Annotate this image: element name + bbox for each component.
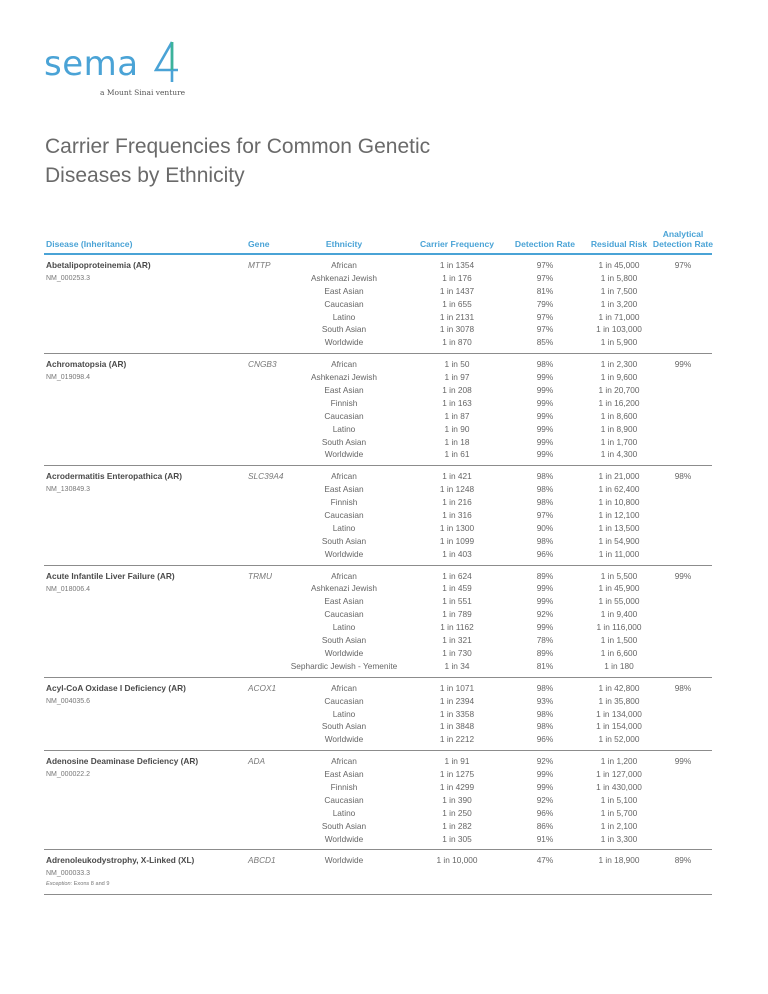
ethnicity-cell: African <box>331 756 357 767</box>
residual-risk-cell: 1 in 10,800 <box>598 497 640 508</box>
detection-rate-cell: 79% <box>536 298 554 309</box>
carrier-frequency-cell: 1 in 18 <box>444 436 470 447</box>
ethnicity-cell: Finnish <box>330 781 358 792</box>
residual-risk-cell: 1 in 134,000 <box>596 708 642 719</box>
carrier-frequency-cell: 1 in 176 <box>442 272 472 283</box>
detection-rate-cell: 98% <box>536 359 554 370</box>
analytical-detection-rate: 97% <box>674 260 692 270</box>
ethnicity-cell: Latino <box>332 708 356 719</box>
detection-rate-cell: 92% <box>536 756 554 767</box>
residual-risk-cell: 1 in 45,900 <box>598 583 640 594</box>
table-row <box>44 272 712 285</box>
table-row <box>44 496 712 509</box>
table-row <box>44 820 712 833</box>
carrier-frequency-cell: 1 in 2212 <box>439 734 475 745</box>
residual-risk-cell: 1 in 5,700 <box>600 807 638 818</box>
ethnicity-cell: South Asian <box>321 535 367 546</box>
residual-risk-cell: 1 in 1,700 <box>600 436 638 447</box>
carrier-frequency-cell: 1 in 1071 <box>439 682 475 693</box>
residual-risk-cell: 1 in 12,100 <box>598 510 640 521</box>
detection-rate-cell: 99% <box>536 372 554 383</box>
residual-risk-cell: 1 in 62,400 <box>598 484 640 495</box>
ethnicity-cell: East Asian <box>324 769 364 780</box>
detection-rate-cell: 96% <box>536 734 554 745</box>
detection-rate-cell: 92% <box>536 609 554 620</box>
table-row <box>44 423 712 436</box>
detection-rate-cell: 97% <box>536 272 554 283</box>
table-row <box>44 781 712 794</box>
transcript-id: NM_000253.3 <box>46 275 90 282</box>
residual-risk-cell: 1 in 3,300 <box>600 833 638 844</box>
carrier-frequency-cell: 1 in 1354 <box>439 260 475 270</box>
table-row <box>44 647 712 660</box>
residual-risk-cell: 1 in 8,900 <box>600 423 638 434</box>
detection-rate-cell: 98% <box>536 484 554 495</box>
carrier-frequency-cell: 1 in 91 <box>444 756 470 767</box>
carrier-frequency-cell: 1 in 730 <box>442 647 472 658</box>
table-row <box>44 634 712 647</box>
residual-risk-cell: 1 in 116,000 <box>596 622 642 633</box>
ethnicity-cell: Worldwide <box>324 647 364 658</box>
table-body <box>44 255 712 895</box>
detection-rate-cell: 89% <box>536 647 554 658</box>
analytical-detection-rate: 99% <box>674 570 692 581</box>
table-row <box>44 336 712 349</box>
table-row <box>44 682 712 695</box>
table-row <box>44 595 712 608</box>
ethnicity-cell: East Asian <box>324 385 364 396</box>
carrier-frequency-cell: 1 in 3848 <box>439 721 475 732</box>
carrier-frequency-cell: 1 in 421 <box>442 471 472 482</box>
detection-rate-cell: 99% <box>536 596 554 607</box>
table-row <box>44 733 712 746</box>
detection-rate-cell: 98% <box>536 721 554 732</box>
ethnicity-cell: Latino <box>332 522 356 533</box>
table-row <box>44 720 712 733</box>
detection-rate-cell: 98% <box>536 708 554 719</box>
header-carrier-frequency: Carrier Frequency <box>419 239 495 249</box>
residual-risk-cell: 1 in 154,000 <box>596 721 642 732</box>
carrier-frequency-cell: 1 in 10,000 <box>436 855 478 866</box>
carrier-frequency-cell: 1 in 321 <box>442 635 472 646</box>
ethnicity-cell: African <box>331 471 357 482</box>
carrier-frequency-cell: 1 in 250 <box>442 807 472 818</box>
ethnicity-cell: Worldwide <box>324 855 364 866</box>
table-row <box>44 807 712 820</box>
carrier-frequency-cell: 1 in 403 <box>442 548 472 559</box>
table-row <box>44 311 712 324</box>
carrier-frequency-cell: 1 in 208 <box>442 385 472 396</box>
detection-rate-cell: 99% <box>536 385 554 396</box>
detection-rate-cell: 98% <box>536 471 554 482</box>
ethnicity-cell: East Asian <box>324 596 364 607</box>
detection-rate-cell: 96% <box>536 807 554 818</box>
residual-risk-cell: 1 in 71,000 <box>598 311 640 322</box>
detection-rate-cell: 78% <box>536 635 554 646</box>
ethnicity-cell: African <box>331 682 357 693</box>
table-row <box>44 708 712 721</box>
carrier-frequency-cell: 1 in 459 <box>442 583 472 594</box>
ethnicity-cell: East Asian <box>324 484 364 495</box>
table-row <box>44 854 712 867</box>
table-row <box>44 285 712 298</box>
carrier-frequency-cell: 1 in 3078 <box>439 324 475 335</box>
gene-name: CNGB3 <box>248 359 277 370</box>
table-row <box>44 384 712 397</box>
carrier-frequency-cell: 1 in 1162 <box>440 622 474 633</box>
sema4-logo <box>44 40 204 100</box>
carrier-frequency-cell: 1 in 4299 <box>439 781 475 792</box>
table-row <box>44 833 712 846</box>
detection-rate-cell: 99% <box>536 449 554 460</box>
table-row <box>44 582 712 595</box>
residual-risk-cell: 1 in 3,200 <box>600 298 638 309</box>
exception-label: Exception: <box>46 881 73 888</box>
detection-rate-cell: 98% <box>536 535 554 546</box>
residual-risk-cell: 1 in 21,000 <box>598 471 640 482</box>
residual-risk-cell: 1 in 180 <box>604 660 634 671</box>
carrier-frequency-cell: 1 in 90 <box>444 423 470 434</box>
logo-tagline: a Mount Sinai venture <box>100 88 186 97</box>
disease-group <box>44 751 712 850</box>
disease-group <box>44 466 712 565</box>
residual-risk-cell: 1 in 5,500 <box>600 570 638 581</box>
disease-name: Acrodermatitis Enteropathica (AR) <box>46 471 182 482</box>
detection-rate-cell: 81% <box>536 660 554 671</box>
carrier-frequency-cell: 1 in 870 <box>442 337 472 348</box>
residual-risk-cell: 1 in 430,000 <box>596 781 642 792</box>
table-row <box>44 535 712 548</box>
residual-risk-cell: 1 in 4,300 <box>600 449 638 460</box>
transcript-id: NM_000033.3 <box>46 870 90 878</box>
ethnicity-cell: Caucasian <box>324 695 364 706</box>
ethnicity-cell: African <box>331 570 357 581</box>
gene-name: ACOX1 <box>248 682 277 693</box>
table-row <box>44 410 712 423</box>
ethnicity-cell: Latino <box>332 622 356 633</box>
detection-rate-cell: 86% <box>536 820 554 831</box>
residual-risk-cell: 1 in 42,800 <box>598 682 640 693</box>
detection-rate-cell: 98% <box>536 682 554 693</box>
analytical-detection-rate: 98% <box>674 471 692 482</box>
table-row <box>44 323 712 336</box>
residual-risk-cell: 1 in 8,600 <box>600 410 638 421</box>
disease-group <box>44 566 712 678</box>
residual-risk-cell: 1 in 18,900 <box>598 855 640 866</box>
gene-name: SLC39A4 <box>248 471 284 482</box>
carrier-frequency-cell: 1 in 50 <box>444 359 470 370</box>
carrier-frequency-cell: 1 in 624 <box>442 570 472 581</box>
ethnicity-cell: Latino <box>332 311 356 322</box>
table-row <box>44 522 712 535</box>
detection-rate-cell: 99% <box>536 423 554 434</box>
disease-name: Achromatopsia (AR) <box>46 359 127 370</box>
ethnicity-cell: Worldwide <box>324 833 364 844</box>
ethnicity-cell: Worldwide <box>324 548 364 559</box>
residual-risk-cell: 1 in 6,600 <box>600 647 638 658</box>
disease-name: Abetalipoproteinemia (AR) <box>46 260 151 270</box>
ethnicity-cell: Caucasian <box>324 794 364 805</box>
table-row <box>44 358 712 371</box>
ethnicity-cell: South Asian <box>321 324 367 335</box>
carrier-frequency-cell: 1 in 1437 <box>439 285 475 296</box>
ethnicity-cell: Caucasian <box>324 510 364 521</box>
residual-risk-cell: 1 in 16,200 <box>598 397 640 408</box>
ethnicity-cell: Finnish <box>330 397 358 408</box>
table-row <box>44 621 712 634</box>
carrier-frequency-cell: 1 in 97 <box>444 372 470 383</box>
table-row <box>44 259 712 272</box>
detection-rate-cell: 89% <box>536 570 554 581</box>
carrier-frequency-cell: 1 in 87 <box>444 410 470 421</box>
logo-wordmark: sema <box>44 44 139 84</box>
exception-text: Exons 8 and 9 <box>73 881 110 888</box>
ethnicity-cell: Caucasian <box>324 298 364 309</box>
header-gene: Gene <box>248 239 270 249</box>
analytical-detection-rate: 89% <box>674 855 692 866</box>
analytical-detection-rate: 99% <box>674 756 692 767</box>
ethnicity-cell: Finnish <box>330 497 358 508</box>
gene-name: TRMU <box>248 570 272 581</box>
gene-name: ABCD1 <box>248 855 276 866</box>
residual-risk-cell: 1 in 11,000 <box>598 548 640 559</box>
detection-rate-cell: 99% <box>536 410 554 421</box>
table-row <box>44 695 712 708</box>
carrier-frequency-table <box>44 228 712 895</box>
residual-risk-cell: 1 in 127,000 <box>596 769 642 780</box>
transcript-id: NM_000022.2 <box>46 771 90 779</box>
header-detection-rate: Detection Rate <box>514 239 576 249</box>
residual-risk-cell: 1 in 13,500 <box>598 522 640 533</box>
table-row <box>44 608 712 621</box>
detection-rate-cell: 97% <box>536 510 554 521</box>
carrier-frequency-cell: 1 in 1248 <box>439 484 475 495</box>
table-row <box>44 371 712 384</box>
ethnicity-cell: African <box>331 359 357 370</box>
detection-rate-cell: 85% <box>536 337 554 348</box>
residual-risk-cell: 1 in 103,000 <box>596 324 642 335</box>
carrier-frequency-cell: 1 in 1275 <box>439 769 475 780</box>
residual-risk-cell: 1 in 7,500 <box>600 285 638 296</box>
disease-name: Adrenoleukodystrophy, X-Linked (XL) <box>46 855 195 866</box>
analytical-detection-rate: 98% <box>674 682 692 693</box>
ethnicity-cell: Ashkenazi Jewish <box>311 272 377 283</box>
carrier-frequency-cell: 1 in 61 <box>444 449 470 460</box>
residual-risk-cell: 1 in 45,000 <box>598 260 640 270</box>
detection-rate-cell: 99% <box>536 436 554 447</box>
ethnicity-cell: Worldwide <box>324 337 364 348</box>
ethnicity-cell: South Asian <box>321 436 367 447</box>
detection-rate-cell: 92% <box>536 794 554 805</box>
detection-rate-cell: 99% <box>536 583 554 594</box>
carrier-frequency-cell: 1 in 163 <box>442 397 472 408</box>
page-title: Carrier Frequencies for Common Genetic Diseases by Ethnicity <box>45 135 431 187</box>
detection-rate-cell: 93% <box>536 695 554 706</box>
table-row <box>44 397 712 410</box>
table-row <box>44 470 712 483</box>
table-row <box>44 509 712 522</box>
table-row <box>44 570 712 583</box>
detection-rate-cell: 97% <box>536 324 554 335</box>
header-residual-risk: Residual Risk <box>590 239 648 249</box>
carrier-frequency-cell: 1 in 282 <box>442 820 472 831</box>
carrier-frequency-cell: 1 in 1300 <box>439 522 475 533</box>
table-row <box>44 794 712 807</box>
table-row <box>44 298 712 311</box>
ethnicity-cell: Sephardic Jewish - Yemenite <box>290 660 398 671</box>
residual-risk-cell: 1 in 5,800 <box>600 272 638 283</box>
ethnicity-cell: Worldwide <box>324 734 364 745</box>
residual-risk-cell: 1 in 35,800 <box>598 695 640 706</box>
exception-note <box>46 881 109 887</box>
residual-risk-cell: 1 in 1,500 <box>600 635 638 646</box>
detection-rate-cell: 98% <box>536 497 554 508</box>
carrier-frequency-cell: 1 in 789 <box>442 609 472 620</box>
ethnicity-cell: Caucasian <box>324 609 364 620</box>
carrier-frequency-cell: 1 in 1099 <box>439 535 475 546</box>
gene-name: ADA <box>248 756 266 767</box>
carrier-frequency-cell: 1 in 390 <box>442 794 472 805</box>
residual-risk-cell: 1 in 9,600 <box>600 372 638 383</box>
table-row <box>44 755 712 768</box>
ethnicity-cell: South Asian <box>321 721 367 732</box>
residual-risk-cell: 1 in 55,000 <box>598 596 640 607</box>
detection-rate-cell: 97% <box>536 311 554 322</box>
disease-group <box>44 354 712 466</box>
table-row <box>44 660 712 673</box>
residual-risk-cell: 1 in 2,100 <box>600 820 638 831</box>
ethnicity-cell: Ashkenazi Jewish <box>311 372 377 383</box>
carrier-frequency-cell: 1 in 34 <box>444 660 470 671</box>
detection-rate-cell: 96% <box>536 548 554 559</box>
residual-risk-cell: 1 in 52,000 <box>598 734 640 745</box>
ethnicity-cell: Latino <box>332 423 356 434</box>
disease-name: Adenosine Deaminase Deficiency (AR) <box>46 756 199 767</box>
carrier-frequency-cell: 1 in 551 <box>442 596 472 607</box>
gene-name: MTTP <box>248 260 271 270</box>
carrier-frequency-cell: 1 in 2131 <box>439 311 475 322</box>
ethnicity-cell: Latino <box>332 807 356 818</box>
disease-name: Acyl-CoA Oxidase I Deficiency (AR) <box>46 682 186 693</box>
transcript-id: NM_004035.6 <box>46 697 90 705</box>
ethnicity-cell: Caucasian <box>324 410 364 421</box>
table-row <box>44 448 712 461</box>
detection-rate-cell: 90% <box>536 522 554 533</box>
table-row <box>44 483 712 496</box>
detection-rate-cell: 99% <box>536 769 554 780</box>
header-disease: Disease (Inheritance) <box>46 239 133 249</box>
detection-rate-cell: 91% <box>536 833 554 844</box>
carrier-frequency-cell: 1 in 316 <box>442 510 472 521</box>
table-header <box>44 228 712 255</box>
residual-risk-cell: 1 in 5,900 <box>600 337 638 348</box>
residual-risk-cell: 1 in 20,700 <box>598 385 640 396</box>
detection-rate-cell: 99% <box>536 397 554 408</box>
detection-rate-cell: 81% <box>536 285 554 296</box>
logo-four-mark <box>154 40 180 84</box>
carrier-frequency-cell: 1 in 655 <box>442 298 472 309</box>
carrier-frequency-cell: 1 in 3358 <box>439 708 475 719</box>
detection-rate-cell: 97% <box>536 260 554 270</box>
table-row <box>44 436 712 449</box>
header-analytical-detection-rate: Analytical Detection Rate <box>652 229 714 249</box>
analytical-detection-rate: 99% <box>674 359 692 370</box>
residual-risk-cell: 1 in 54,900 <box>598 535 640 546</box>
ethnicity-cell: East Asian <box>324 285 364 296</box>
ethnicity-cell: African <box>331 260 357 270</box>
detection-rate-cell: 99% <box>536 781 554 792</box>
carrier-frequency-cell: 1 in 305 <box>442 833 472 844</box>
disease-group <box>44 678 712 751</box>
disease-group <box>44 850 712 895</box>
disease-group <box>44 255 712 354</box>
ethnicity-cell: South Asian <box>321 635 367 646</box>
residual-risk-cell: 1 in 9,400 <box>600 609 638 620</box>
table-row <box>44 548 712 561</box>
carrier-frequency-cell: 1 in 216 <box>442 497 472 508</box>
header-ethnicity: Ethnicity <box>325 239 363 249</box>
ethnicity-cell: South Asian <box>321 820 367 831</box>
residual-risk-cell: 1 in 2,300 <box>600 359 638 370</box>
residual-risk-cell: 1 in 5,100 <box>600 794 638 805</box>
detection-rate-cell: 99% <box>536 622 554 633</box>
disease-name: Acute Infantile Liver Failure (AR) <box>46 570 175 581</box>
ethnicity-cell: Worldwide <box>324 449 364 460</box>
detection-rate-cell: 47% <box>536 855 554 866</box>
residual-risk-cell: 1 in 1,200 <box>600 756 638 767</box>
transcript-id: NM_019098.4 <box>46 374 90 382</box>
table-row <box>44 768 712 781</box>
transcript-id: NM_018006.4 <box>46 585 90 593</box>
transcript-id: NM_130849.3 <box>46 486 90 494</box>
carrier-frequency-cell: 1 in 2394 <box>439 695 475 706</box>
ethnicity-cell: Ashkenazi Jewish <box>311 583 377 594</box>
